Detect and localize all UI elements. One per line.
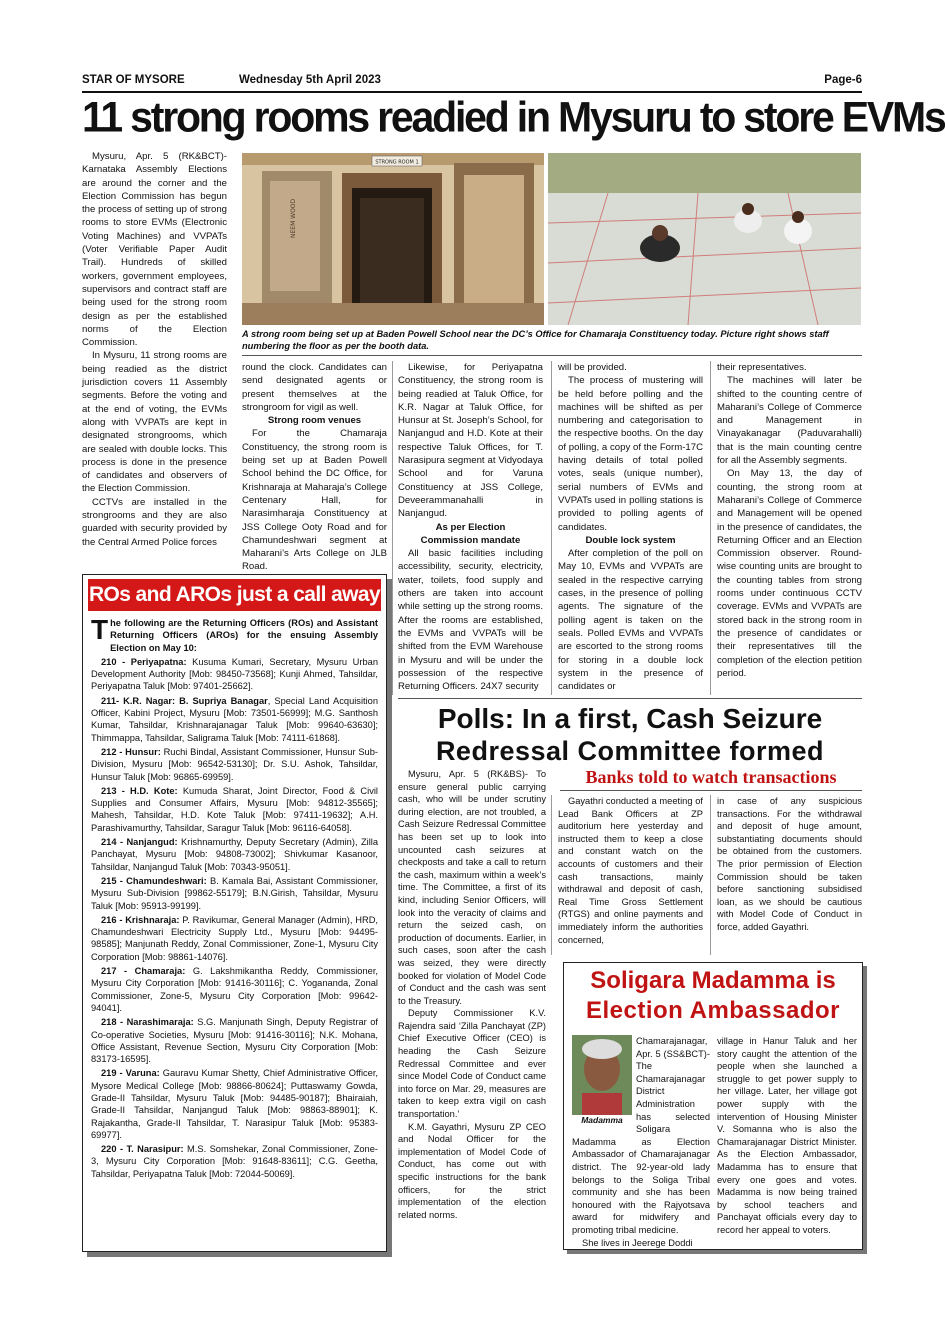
ro-entry: 215 - Chamundeshwari: B. Kamala Bai, Assistant Commissioner, Mysuru Sub-Division [99862-55179]; B.N.Girish, Tahsildar, Mysuru Taluk [Mob: 95913-99199]. <box>91 875 378 911</box>
ro-box-title: ROs and AROs just a call away <box>88 579 381 611</box>
ro-entry: 217 - Chamaraja: G. Lakshmikantha Reddy, Commissioner, Mysuru City Corporation [Mob: 91416-30116]; C. Yogananda, Zonal Commissioner, Zone-5, Mysuru City Corporation [Mob: 99642-94041]. <box>91 966 378 1013</box>
ro-box-body <box>83 615 386 1180</box>
polls-paragraph: Gayathri conducted a meeting of Lead Bank Officers at ZP auditorium here yesterday and instructed them to keep a close and constant watch on the accounts of customers and their cash transactions, mainly withdrawal and deposit of cash, Real Time Gross Settlement (RTGS) and online payments and immediately inform the authorities concerned, <box>558 796 703 945</box>
lead-paragraph: Likewise, for Periyapatna Constituency, the strong room is being readied at Taluk Office, for K.R. Nagar at Taluk Office, for Hunsur at St. Joseph’s School, for Nanjangud and H.D. Kote at their respective Taluk Offices, for T. Narasipura segment at Vidyodaya School and for Varuna Constituency at JSS College, Deveerammanahalli in Nanjangud. <box>398 362 543 520</box>
ro-entry: 213 - H.D. Kote: Kumuda Sharat, Joint Director, Food & Civil Supplies and Consumer Affairs, Mysuru [Mob: 94812-35565]; Mahesh, Tahsildar, H.D. Kote Taluk [Mob: 97411-19632]; A.H. Parashivamurthy, Tahsildar, Saragur Taluk [Mob: 96116-64058]. <box>91 785 378 833</box>
polls-column-2 <box>558 795 703 946</box>
photo-wrap-spacer <box>572 1035 636 1129</box>
ro-aro-box <box>82 574 387 1252</box>
lead-paragraph: The process of mustering will be held before polling and the machines will be shifted as per numbering and categorisation to the respective booths. On the day of polling, a copy of the Form-17C having details of total polled votes, seals (unique number), serial numbers of EVMs and VVPATs used in polling stations is provided to polling agents of candidates. <box>558 375 703 533</box>
lead-paragraph: All basic facilities including accessibility, security, electricity, water, toilets, food supply and others are taken into account while setting up the strong rooms. After the rooms are established, the EVMs and VVPATs will be shifted from the EVM Warehouse in Mysuru and will be under the possession of the respective Returning Officers. 24X7 security <box>398 548 543 693</box>
deck-rule <box>560 790 862 791</box>
lead-column-4 <box>558 361 703 693</box>
column-divider <box>710 795 711 955</box>
ro-entry: 211- K.R. Nagar: B. Supriya Banagar, Special Land Acquisition Officer, Kabini Project, Mysuru [Mob: 73501-56999]; M.G. Santhosh Kumar, Tahsildar, Krishnarajanagar Taluk [Mob: 99640-63630]; Thimmappa, Tahsildar, Saligrama Taluk [Mob: 74111-61868]. <box>91 695 379 743</box>
ro-entry: 219 - Varuna: Gauravu Kumar Shetty, Chief Administrative Officer, Mysore Medical College [Mob: 98866-80624]; Puttaswamy Gowda, Grade-II Tahsildar, Mysuru Taluk [Mob: 94485-90187]; Bhairaiah, Grade-II Tahsildar, Nanjangud Taluk [Mob: 98863-88901]; K. Rajakantha, Grade-II Tahsildar, T. Narasipur Taluk [Mob: 95383-69977]. <box>91 1068 379 1140</box>
ro-entry: 210 - Periyapatna: Kusuma Kumari, Secretary, Mysuru Urban Development Authority [Mob: 98450-73568]; Kunji Ahmed, Tahsildar, Periyapatna Taluk [Mob: 97401-25662]. <box>91 656 378 692</box>
lead-headline: 11 strong rooms readied in Mysuru to store EVMs <box>82 92 945 142</box>
lead-paragraph: The machines will later be shifted to the counting centre of Maharani’s College of Commerce and Management in Vinayakanagar (Paduvarahalli) that is the main counting centre for all the Assembly segments. <box>717 375 862 467</box>
photo-caption: A strong room being set up at Baden Powell School near the DC’s Office for Chamaraja Constituency today. Picture right shows staff numbering the floor as per the booth data. <box>242 329 829 352</box>
lead-column-1 <box>82 150 227 549</box>
issue-date: Wednesday 5th April 2023 <box>239 74 381 86</box>
soligara-paragraph: Chamarajanagar, Apr. 5 (SS&BCT)- The Chamarajanagar District Administration has selected Soligara Madamma as Election Ambassador of Chamarajanagar district. The 92-year-old lady belongs to the Soliga Tribal community and she has been honoured with the Rajyotsava award for midwifery and promoting tribal medicine. <box>572 1036 710 1235</box>
photo-sign: STRONG ROOM 1 <box>375 159 419 166</box>
drop-cap: T <box>91 614 109 645</box>
ro-entry: 220 - T. Narasipur: M.S. Somshekar, Zonal Commissioner, Zone-3, Mysuru City Corporation [Mob: 91648-83611]; C.G. Geetha, Tahsildar, Periyapatna Taluk [Mob: 72044-50069]. <box>91 1144 378 1179</box>
page-number: Page-6 <box>824 74 862 86</box>
polls-paragraph: K.M. Gayathri, Mysuru ZP CEO and Nodal Officer for the implementation of Model Code of Conduct, has come out with specific instructions for the bank officers, for the strict implementation of the election related norms. <box>398 1121 546 1220</box>
soligara-paragraph: She lives in Jeerege Doddi <box>582 1237 693 1248</box>
lead-paragraph: Mysuru, Apr. 5 (RK&BCT)- Karnataka Assembly Elections are around the corner and the Election Commission has begun the process of setting up of strong rooms to store EVMs (Electronic Voting Machines) and VVPATs (Voter Verifiable Paper Audit Trail). Hundreds of skilled workers, government employees, supervisors and contract staff are being used for the strong room design as per the established norms of the Election Commission. <box>82 151 227 349</box>
subhead-mandate: Commission mandate <box>420 534 521 546</box>
soligara-column-1 <box>572 1035 710 1249</box>
soligara-title-1: Soligara Madamma is <box>590 967 836 994</box>
paper-name: STAR OF MYSORE <box>82 74 185 86</box>
polls-column-3 <box>717 795 862 934</box>
lead-paragraph: will be provided. <box>558 362 627 373</box>
soligara-column-2 <box>717 1035 857 1237</box>
column-divider <box>710 361 711 695</box>
lead-paragraph: For the Chamaraja Constituency, the strong room is being set up at Baden Powell School behind the DC Office, for Krishnaraja at Maharaja’s College Centenary Hall, for Narasimharaja Constituency at JSS College Ooty Road and for Chamundeshwari segment at Maharani’s Arts College on JLB Road. <box>242 428 387 573</box>
polls-paragraph: Deputy Commissioner K.V. Rajendra said ‘Zilla Panchayat (ZP) Chief Executive Officer (CEO) is heading the Cash Seizure Redressal Committee and ever since Model Code of Conduct came into force on Mar. 29, measures are taken to keep extra vigil on cash transportation.’ <box>398 1008 546 1120</box>
polls-paragraph: in case of any suspicious transactions. For the withdrawal and deposit of huge amount, substantiating documents should be obtained from the customers. The prior permission of Election Commission should be taken before sanctioning subsidised loan, as we should be cautious with Model Code of Conduct in force, added Gayathri. <box>717 796 862 932</box>
page-header <box>82 74 862 90</box>
madamma-caption: Madamma <box>581 1115 623 1125</box>
ro-entry: 214 - Nanjangud: Krishnamurthy, Deputy Secretary (Admin), Zilla Panchayat, Mysuru [Mob: 94808-73002]; Shivkumar Kasanoor, Tahsildar, Nanjangud Taluk [Mob: 70343-95051]. <box>91 837 379 872</box>
column-divider <box>551 361 552 695</box>
lead-paragraph: CCTVs are installed in the strongrooms and they are also guarded with security provided by the Central Armed Police forces <box>82 496 227 548</box>
floor-numbering-photo <box>548 153 861 325</box>
soligara-paragraph: village in Hanur Taluk and her story caught the attention of the people when she launched a struggle to get power supply to her village. Later, her village got power supply with the intervention of Housing Minister V. Somanna who is also the Chamarajanagar District Minister. As the Election Ambassador, Madamma has to ensure that every one goes and votes. Madamma is now being trained by school teachers and Panchayat officials every day to record her appeal to voters. <box>717 1036 857 1235</box>
ro-entry: 218 - Narashimaraja: S.G. Manjunath Singh, Deputy Registrar of Co-operative Societies, Mysuru [Mob: 91416-30116]; N.K. Mohana, Office Assistant, Revenue Section, Mysuru City Corporation [Mob: 83173-16595]. <box>91 1017 378 1065</box>
strong-room-photo <box>242 153 544 325</box>
lead-column-3 <box>398 361 543 693</box>
polls-column-1 <box>398 768 546 1221</box>
column-divider <box>551 795 552 955</box>
lead-column-2 <box>242 361 387 574</box>
lead-paragraph: After completion of the poll on May 10, EVMs and VVPATs are sealed in the respective carrying cases, in the presence of polling agents. The signature of the polling agent is taken on the seals. Polled EVMs and VVPATs are escorted to the strong rooms for storing in a double lock system in the presence of candidates or <box>558 548 703 693</box>
lead-column-5 <box>717 361 862 680</box>
strong-room-photo-art <box>242 153 544 325</box>
lead-paragraph: On May 13, the day of counting, the strong room at Maharani’s College of Commerce and Management will be opened in the presence of candidates, the Returning Officer and an Election Commission observer. Round-wise counting units are brought to the counting tables from strong rooms under continuous CCTV coverage. EVMs and VVPATs are stored back in the strong room in the presence of candidates or their representatives till the completion of the election petition period. <box>717 468 862 679</box>
ro-entry: 212 - Hunsur: Ruchi Bindal, Assistant Commissioner, Hunsur Sub-Division, Mysuru [Mob: 96542-53130]; Dr. S.U. Ashok, Tahsildar, Hunsur Taluk [Mob: 96865-69959]. <box>91 746 378 782</box>
lead-paragraph: round the clock. Candidates can send designated agents or present themselves at the strongroom for vigil as well. <box>242 362 387 413</box>
polls-deck: Banks told to watch transactions <box>585 767 837 787</box>
ro-intro: he following are the Returning Officers (ROs) and Assistant Returning Officers (AROs) for the ensuing Assembly Election on May 10: <box>110 618 378 653</box>
photo-box-label: NEEM WOOD <box>290 198 297 238</box>
ro-entry: 216 - Krishnaraja: P. Ravikumar, General Manager (Admin), HRD, Chamundeshwari Electricity Supply Ltd., Mysuru [Mob: 94495-98585]; Manjunath Reddy, Zonal Commissioner, Zone-1, Mysuru City Corporation [Mob: 98861-14076]. <box>91 914 378 962</box>
lead-paragraph: In Mysuru, 11 strong rooms are being readied as the district jurisdiction covers 11 Assembly segments. Before the voting and at the end of voting, the EVMs along with VVPATs are kept in designated strongrooms, which are sealed with double locks. This process is done in the presence of candidates and observers of the Election Commission. <box>82 350 227 495</box>
polls-headline-2: Redressal Committee formed <box>435 736 825 766</box>
subhead-mandate: As per Election <box>435 521 506 533</box>
section-rule <box>398 698 862 699</box>
floor-numbering-photo-art <box>548 153 861 325</box>
caption-rule <box>242 355 862 356</box>
polls-headline-1: Polls: In a first, Cash Seizure <box>437 703 823 734</box>
soligara-box <box>563 962 863 1250</box>
soligara-title-2: Election Ambassador <box>585 997 840 1024</box>
polls-paragraph: Mysuru, Apr. 5 (RK&BS)- To ensure general public carrying cash, who will be under scrutiny during election, are not troubled, a Cash Seizure Redressal Committee has been set up to look into uncounted cash seizures at checkposts and take a call to return the cash, maximum within a week’s time. The Committee, a first of its kind, including Senior Officers, will look into the veracity of claims and return the seized cash, on production of documents. Earlier, in such cases, soon after the cash was seized, they were directly booked for violation of Model Code of Conduct and the cash was sent to the Treasury. <box>398 769 546 1006</box>
column-divider <box>392 361 393 695</box>
subhead-venues: Strong room venues <box>267 415 362 427</box>
lead-paragraph: their representatives. <box>717 362 807 373</box>
subhead-double-lock: Double lock system <box>585 534 676 546</box>
